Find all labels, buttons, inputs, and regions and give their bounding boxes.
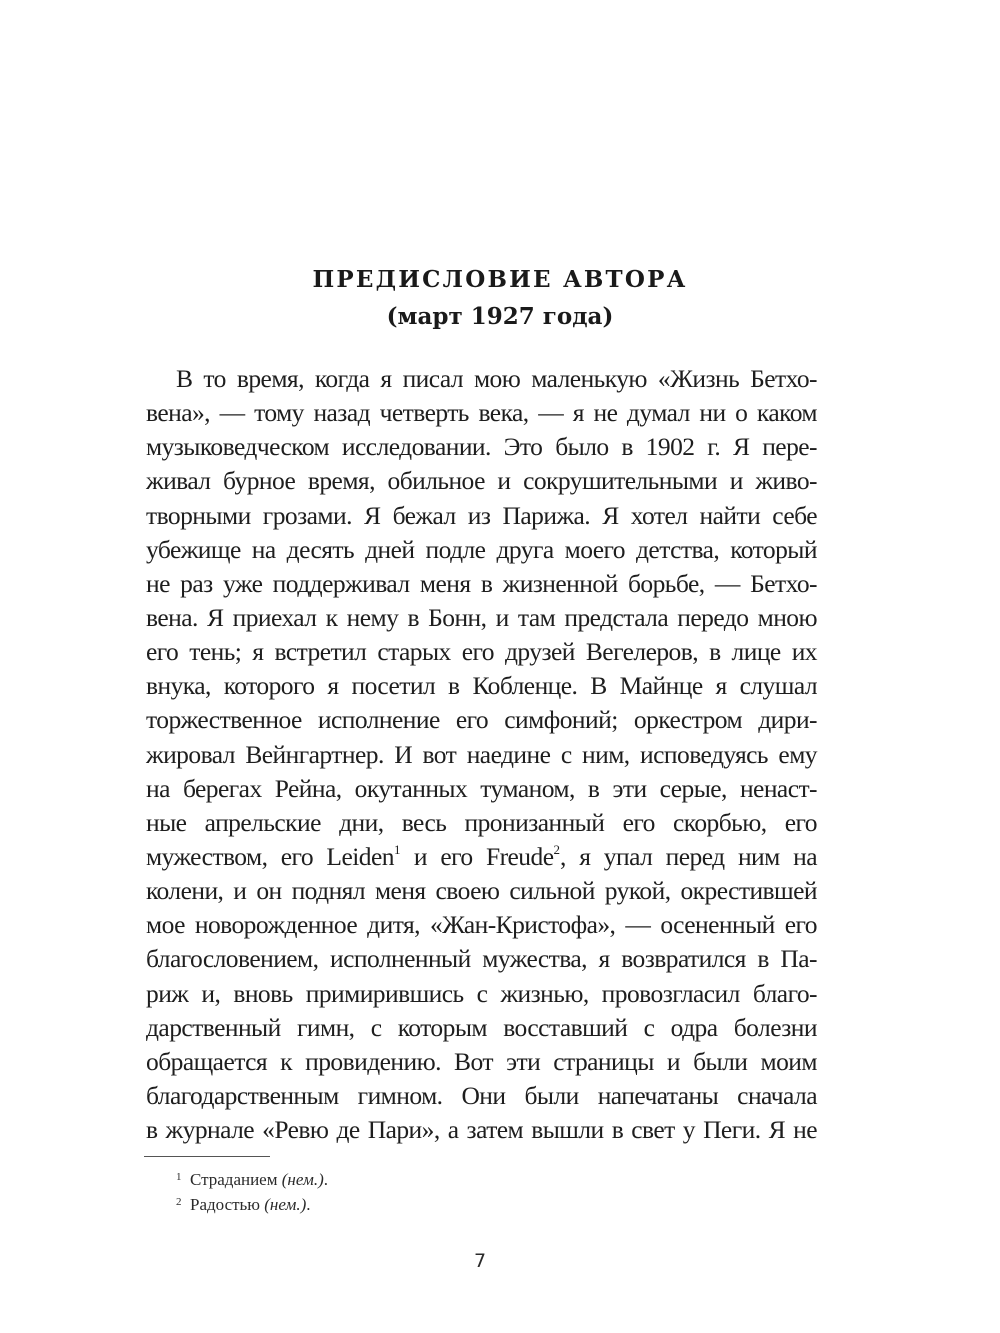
chapter-title: ПРЕДИСЛОВИЕ АВТОРА: [312, 266, 688, 293]
text-line: благословением, исполненный мужества, я возвратился в Па-: [146, 944, 817, 974]
text-line: колени, и он поднял меня своею сильной рукой, окрестившей: [146, 876, 817, 906]
footnote-1: [176, 1166, 328, 1191]
footnote-number: 2: [176, 1196, 182, 1208]
chapter-subtitle: (март 1927 года): [386, 303, 614, 330]
text-segment: и его Freude: [400, 841, 554, 871]
text-line: торжественное исполнение его симфоний; оркестром дири-: [146, 705, 817, 735]
text-line-with-footnotes: [146, 840, 817, 874]
footnote-end: .: [306, 1195, 311, 1214]
footnote-ref-1[interactable]: 1: [393, 841, 401, 857]
text-line: дарственный гимн, с которым восставший с одра болезни: [146, 1012, 817, 1042]
text-segment: мужеством, его Leiden: [146, 841, 394, 871]
text-line: В то время, когда я писал мою маленькую «Жизнь Бетхо-: [176, 364, 817, 393]
footnote-language-note: (нем.): [281, 1170, 324, 1189]
footnote-text: Страданием: [190, 1170, 282, 1189]
text-line: вена», — тому назад четверть века, — я не думал ни о каком: [146, 398, 817, 428]
text-segment: , я упал перед ним на: [559, 841, 818, 871]
text-line: мое новорожденное дитя, «Жан-Кристофа», — осененный его: [146, 910, 817, 940]
text-line: убежище на десять дней подле друга моего детства, который: [146, 534, 817, 564]
page-number: 7: [473, 1250, 487, 1272]
body-paragraph: [146, 362, 817, 1147]
text-line: музыковедческом исследовании. Это было в 1902 г. Я пере-: [146, 432, 817, 462]
text-line: вена. Я приехал к нему в Бонн, и там предстала передо мною: [146, 602, 817, 632]
text-line: не раз уже поддерживал меня в жизненной борьбе, — Бетхо-: [146, 568, 817, 598]
text-line: живал бурное время, обильное и сокрушительными и живо-: [146, 466, 817, 496]
chapter-heading: [0, 262, 1000, 336]
text-line: внука, которого я посетил в Кобленце. В Майнце я слушал: [146, 671, 817, 701]
footnote-number: 1: [176, 1171, 182, 1183]
text-line: творными грозами. Я бежал из Парижа. Я хотел найти себе: [146, 500, 817, 530]
text-line: обращается к провидению. Вот эти страницы и были моим: [146, 1046, 817, 1076]
text-line: его тень; я встретил старых его друзей Вегелеров, в лице их: [146, 637, 817, 667]
text-line: на берегах Рейна, окутанных туманом, в эти серые, ненаст-: [146, 773, 817, 803]
text-line: благодарственным гимном. Они были напечатаны сначала: [146, 1080, 817, 1110]
footnote-ref-2[interactable]: 2: [553, 841, 560, 857]
text-line: жировал Вейнгартнер. И вот наедине с ним, исповедуясь ему: [146, 739, 817, 769]
footnote-divider: [144, 1156, 270, 1157]
text-line: в журнале «Ревю де Пари», а затем вышли в свет у Пеги. Я не: [146, 1115, 817, 1145]
footnote-2: [176, 1191, 328, 1216]
text-line: риж и, вновь примирившись с жизнью, провозгласил благо-: [146, 978, 817, 1008]
footnote-text: Радостью: [190, 1195, 265, 1214]
footnotes: [176, 1166, 328, 1216]
text-line: ные апрельские дни, весь пронизанный его скорбью, его: [146, 807, 817, 837]
footnote-language-note: (нем.): [264, 1195, 307, 1214]
footnote-end: .: [323, 1170, 328, 1189]
